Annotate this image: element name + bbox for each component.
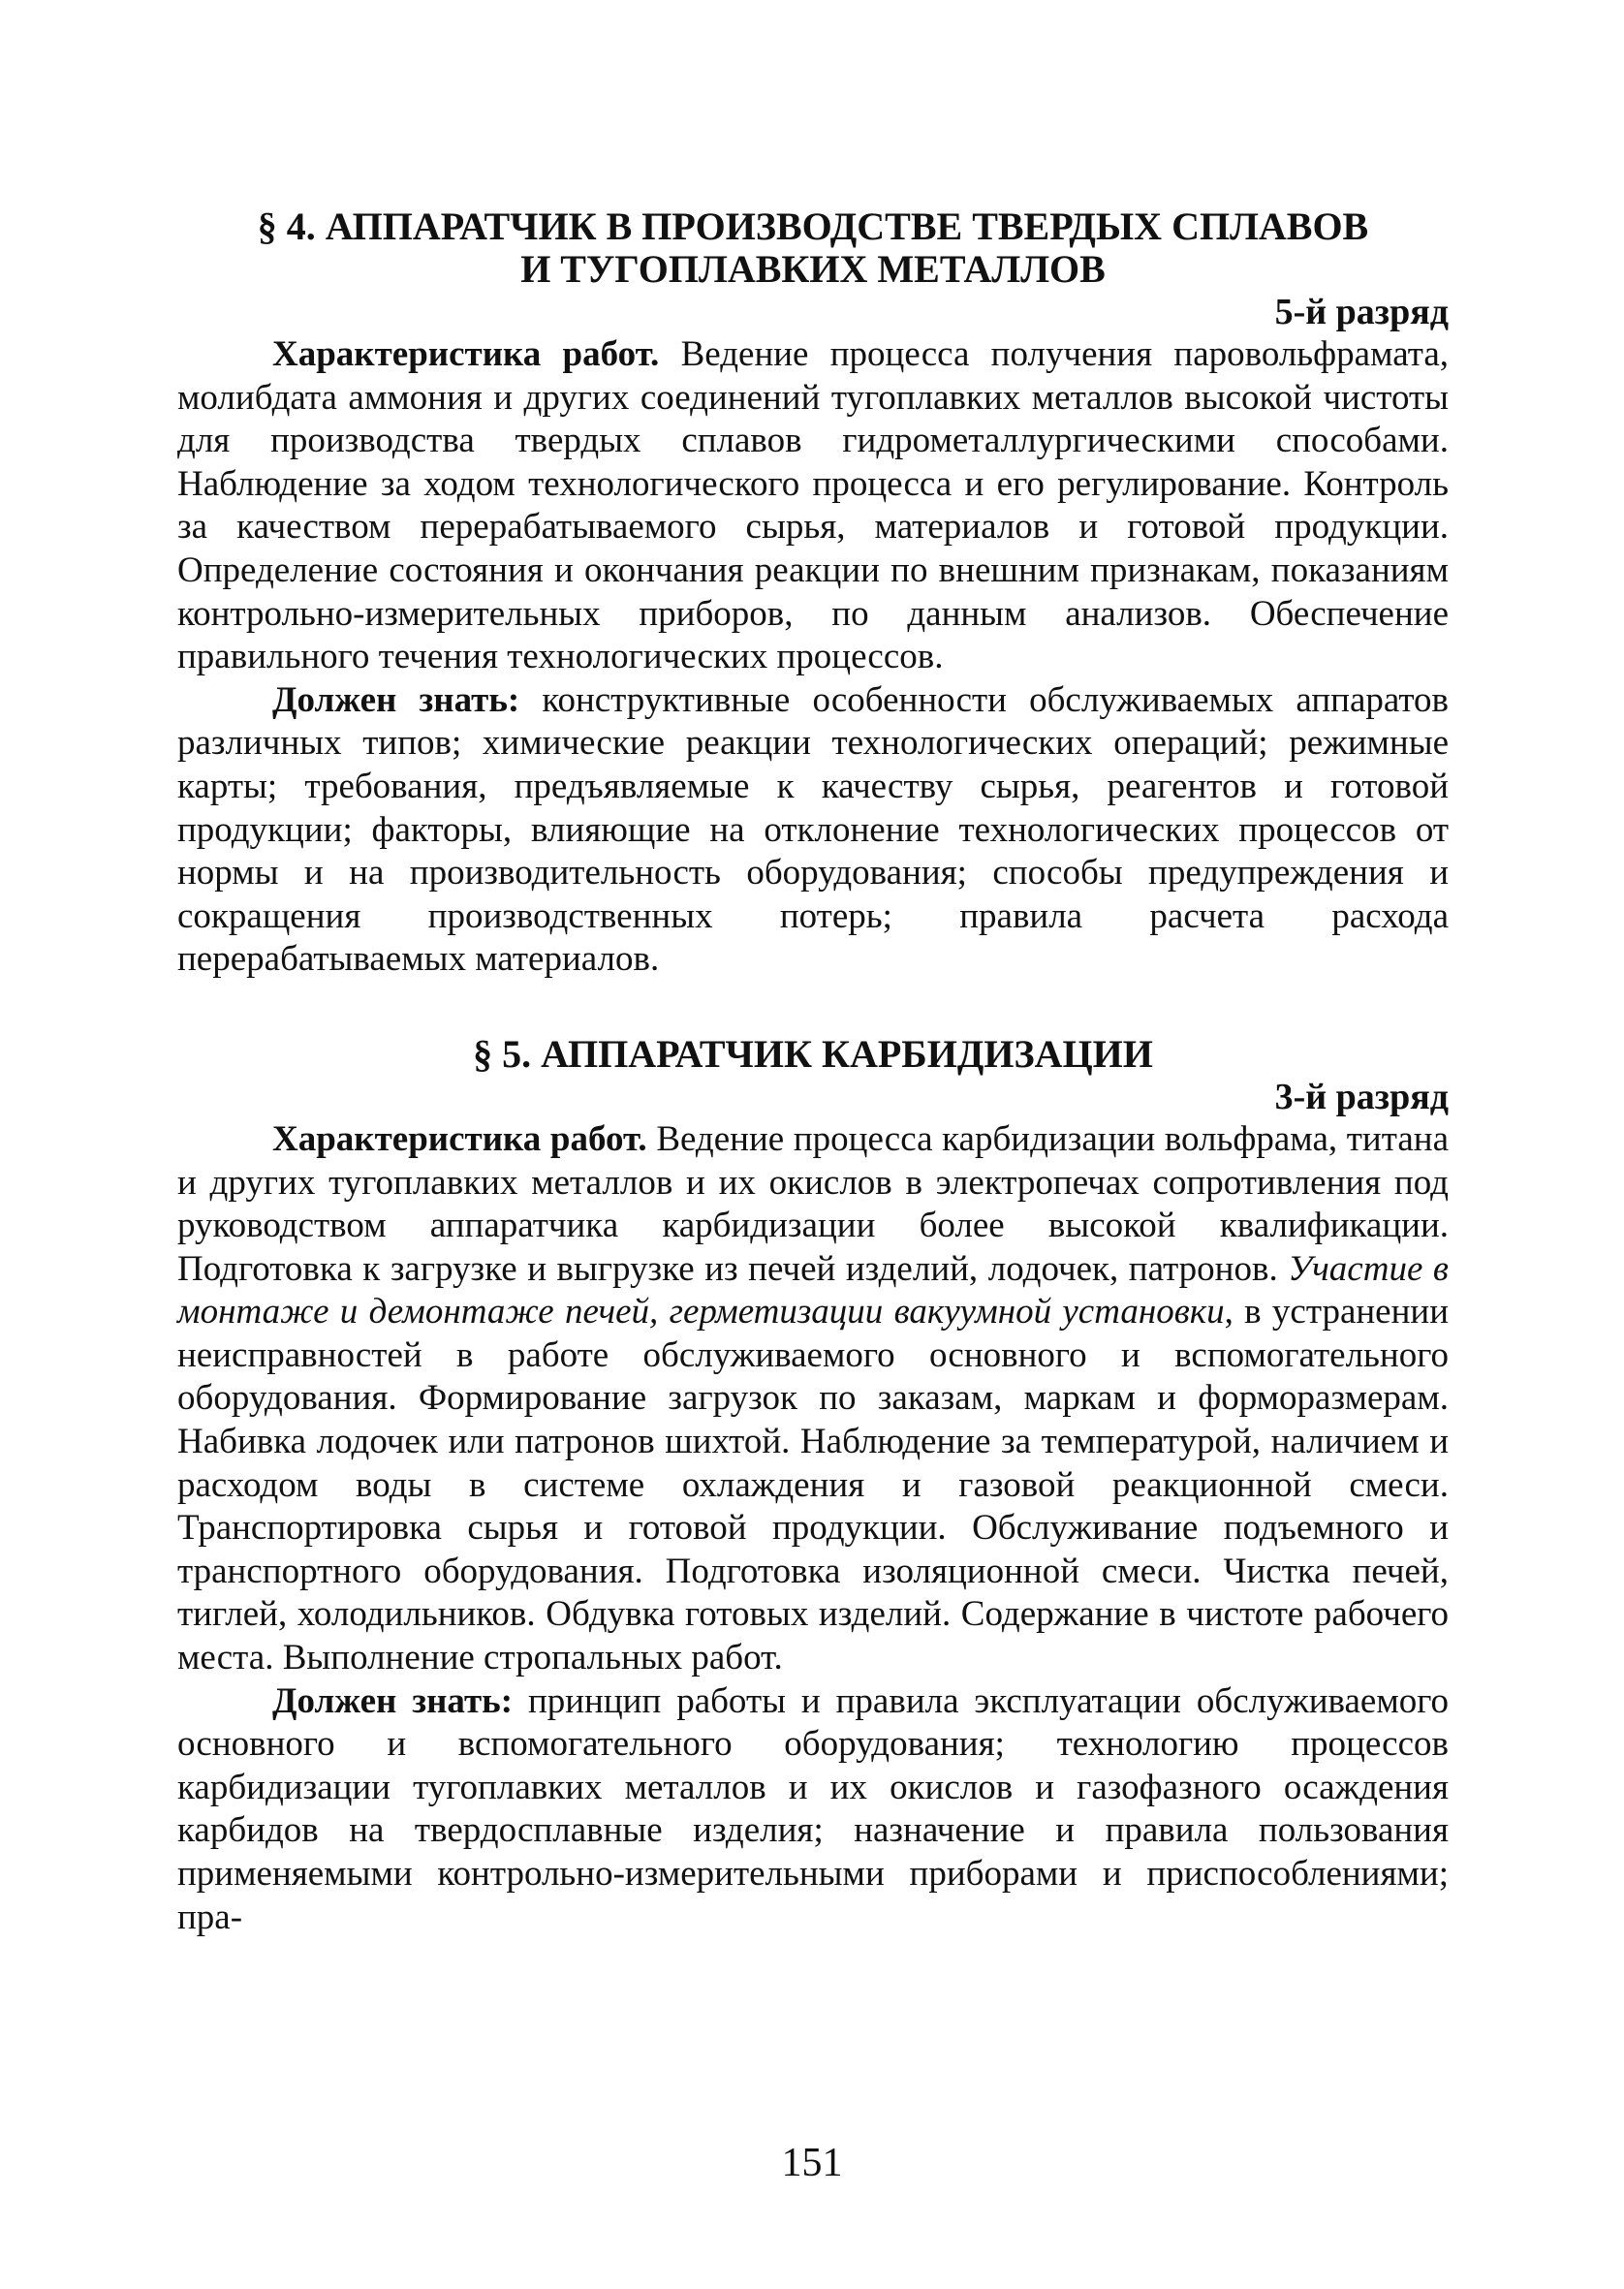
- section-5: [177, 1033, 1449, 1939]
- section-5-grade: 3-й разряд: [1274, 1076, 1449, 1117]
- section-4-grade: 5-й разряд: [1274, 292, 1449, 332]
- section-5-knowledge-label: Должен знать:: [272, 1680, 514, 1721]
- section-4-knowledge: [177, 679, 1449, 982]
- page-number: 151: [781, 2141, 843, 2185]
- section-5-knowledge: [177, 1680, 1449, 1940]
- section-4: [177, 205, 1449, 982]
- section-4-title-line-1: § 4. АППАРАТЧИК В ПРОИЗВОДСТВЕ ТВЕРДЫХ СПЛАВОВ: [257, 204, 1369, 248]
- section-5-characteristics-label: Характеристика работ.: [272, 1118, 647, 1159]
- section-5-characteristics-text-italic: Участие в монтаже и демонтаже печей, герметизации вакуумной установки: [177, 1248, 1449, 1333]
- section-5-title: § 5. АППАРАТЧИК КАРБИДИЗАЦИИ: [473, 1031, 1153, 1076]
- section-4-characteristics: [177, 333, 1449, 679]
- section-5-characteristics: [177, 1118, 1449, 1680]
- section-5-knowledge-text: принцип работы и правила эксплуатации обслуживаемого основного и вспомогательного оборудования; технологию процессов карбидизации тугоплавких металлов и их окислов и газофазного осаждения карбидов на твердосплавные изделия; назначение и правила пользования применяемыми контрольно-измерительными приборами и приспособлениями; пра-: [177, 1680, 1449, 1937]
- section-4-characteristics-text: Ведение процесса получения паровольфрамата, молибдата аммония и других соединений тугоплавких металлов высокой чистоты для производства твердых сплавов гидрометаллургическими способами. Наблюдение за ходом технологического процесса и его регулирование. Контроль за качеством перерабатываемого сырья, материалов и готовой продукции. Определение состояния и окончания реакции по внешним признакам, показаниям контрольно-измерительных приборов, по данным анализов. Обеспечение правильного течения технологических процессов.: [177, 334, 1449, 677]
- section-4-title-line-2: И ТУГОПЛАВКИХ МЕТАЛЛОВ: [520, 247, 1106, 291]
- section-5-characteristics-text-a: Ведение процесса карбидизации вольфрама, титана и других тугоплавких металлов и их окислов в электропечах сопротивления под руководством аппаратчика карбидизации более высокой квалификации. Подготовка к загрузке и выгрузке из печей изделий, лодочек, патронов.: [177, 1118, 1449, 1289]
- section-4-knowledge-text: конструктивные особенности обслуживаемых аппаратов различных типов; химические реакции технологических операций; режимные карты; требования, предъявляемые к качеству сырья, реагентов и готовой продукции; факторы, влияющие на отклонение технологических процессов от нормы и на производительность оборудования; способы предупреждения и сокращения производственных потерь; правила расчета расхода перерабатываемых материалов.: [177, 679, 1449, 980]
- section-4-knowledge-label: Должен знать:: [272, 679, 520, 720]
- section-4-characteristics-label: Характеристика работ.: [272, 334, 660, 374]
- page-content: [177, 205, 1449, 1939]
- section-5-characteristics-text-b: , в устранении неисправностей в работе обслуживаемого основного и вспомогательного оборудования. Формирование загрузок по заказам, маркам и форморазмерам. Набивка лодочек или патронов шихтой. Наблюдение за температурой, наличием и расходом воды в системе охлаждения и газовой реакционной смеси. Транспортировка сырья и готовой продукции. Обслуживание подъемного и транспортного оборудования. Подготовка изоляционной смеси. Чистка печей, тиглей, холодильников. Обдувка готовых изделий. Содержание в чистоте рабочего места. Выполнение стропальных работ.: [177, 1292, 1449, 1678]
